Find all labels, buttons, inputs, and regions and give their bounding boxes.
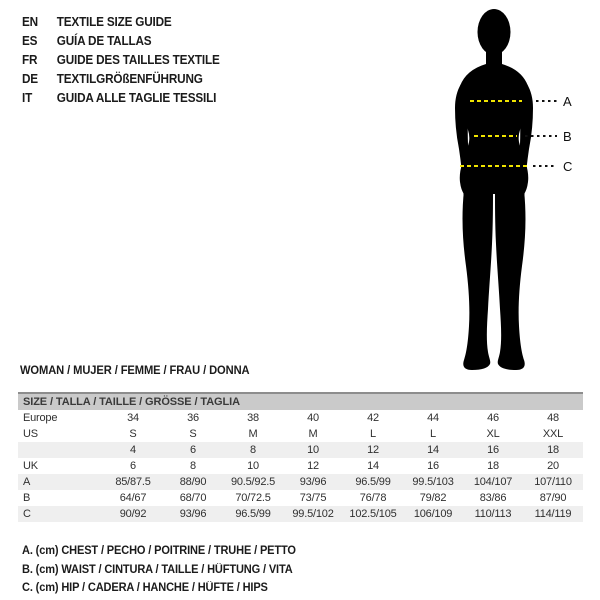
language-title: GUIDA ALLE TAGLIE TESSILI <box>56 91 217 105</box>
size-cell: 20 <box>547 460 559 472</box>
size-cell: 88/90 <box>179 476 207 488</box>
size-cell: 8 <box>190 460 196 472</box>
size-cell: 102.5/105 <box>349 508 397 520</box>
woman-silhouette <box>455 9 533 370</box>
size-cell: 4 <box>130 444 136 456</box>
size-cell: 99.5/102 <box>292 508 334 520</box>
size-cell: 90/92 <box>119 508 147 520</box>
size-cell: 14 <box>367 460 379 472</box>
size-cell: 16 <box>427 460 439 472</box>
size-cell: 90.5/92.5 <box>230 476 276 488</box>
marker-label-c: C <box>563 159 573 174</box>
row-label: B <box>23 492 31 504</box>
size-table-header: SIZE / TALLA / TAILLE / GRÖSSE / TAGLIA <box>18 392 583 410</box>
table-row <box>18 426 583 442</box>
language-row <box>22 13 220 32</box>
table-row <box>18 410 583 426</box>
size-cell: 93/96 <box>179 508 207 520</box>
measurement-legend <box>22 542 307 598</box>
size-cell: 106/109 <box>413 508 453 520</box>
size-cell: 10 <box>247 460 259 472</box>
legend-item-waist: B. (cm) WAIST / CINTURA / TAILLE / HÜFTUNG / VITA <box>22 563 293 576</box>
size-cell: 104/107 <box>473 476 513 488</box>
size-cell: 10 <box>307 444 319 456</box>
size-cell: 42 <box>367 412 379 424</box>
size-cell: 8 <box>250 444 256 456</box>
size-cell: 12 <box>367 444 379 456</box>
legend-item-chest: A. (cm) CHEST / PECHO / POITRINE / TRUHE / PETTO <box>22 545 296 557</box>
table-row <box>18 474 583 490</box>
size-cell: 85/87.5 <box>115 476 151 488</box>
row-label <box>18 442 103 458</box>
table-row <box>18 458 583 474</box>
size-cell: 48 <box>547 412 559 424</box>
row-label: Europe <box>23 412 58 424</box>
size-table <box>18 392 583 522</box>
size-cell: 96.5/99 <box>355 476 391 488</box>
size-cell: XL <box>486 428 500 440</box>
size-cell: 6 <box>130 460 136 472</box>
woman-silhouette-figure <box>420 4 580 376</box>
legend-item-hip: C. (cm) HIP / CADERA / HANCHE / HÜFTE / HIPS <box>22 582 268 594</box>
size-cell: 87/90 <box>539 492 567 504</box>
size-cell: L <box>370 428 376 440</box>
size-cell: 114/119 <box>534 508 572 520</box>
size-cell: 73/75 <box>299 492 327 504</box>
row-label: UK <box>23 460 38 472</box>
size-cell: 64/67 <box>119 492 147 504</box>
size-table-grid <box>18 410 583 522</box>
row-label: US <box>23 428 38 440</box>
size-cell: 76/78 <box>359 492 387 504</box>
size-cell: 44 <box>427 412 439 424</box>
size-cell: 38 <box>247 412 259 424</box>
size-cell: 110/113 <box>474 508 512 520</box>
row-label: A <box>23 476 31 488</box>
language-row <box>22 51 220 70</box>
size-cell: L <box>430 428 436 440</box>
size-cell: 36 <box>187 412 199 424</box>
size-cell: 79/82 <box>419 492 447 504</box>
size-cell: 93/96 <box>299 476 327 488</box>
language-row <box>22 32 220 51</box>
size-cell: S <box>189 428 197 440</box>
size-cell: 83/86 <box>479 492 507 504</box>
size-cell: 107/110 <box>534 476 572 488</box>
language-title: GUÍA DE TALLAS <box>56 34 152 48</box>
size-cell: 14 <box>427 444 439 456</box>
size-cell: 70/72.5 <box>235 492 271 504</box>
size-cell: M <box>248 428 258 440</box>
section-title: WOMAN / MUJER / FEMME / FRAU / DONNA <box>20 365 250 377</box>
size-cell: 99.5/103 <box>412 476 454 488</box>
row-label: C <box>23 508 31 520</box>
language-code: EN <box>22 15 38 29</box>
size-cell: 12 <box>307 460 319 472</box>
language-code: DE <box>22 72 38 86</box>
size-cell: S <box>129 428 137 440</box>
size-cell: M <box>308 428 318 440</box>
size-cell: 16 <box>487 444 499 456</box>
size-cell: 68/70 <box>179 492 207 504</box>
marker-label-b: B <box>563 129 572 144</box>
size-cell: 40 <box>307 412 319 424</box>
table-row <box>18 442 583 458</box>
language-title: GUIDE DES TAILLES TEXTILE <box>56 53 220 67</box>
language-row <box>22 70 220 89</box>
language-row <box>22 89 220 108</box>
table-row <box>18 506 583 522</box>
table-row <box>18 490 583 506</box>
size-cell: 96.5/99 <box>235 508 271 520</box>
size-cell: 18 <box>547 444 559 456</box>
language-code: FR <box>22 53 38 67</box>
size-table-body <box>18 410 583 522</box>
size-cell: 46 <box>487 412 499 424</box>
marker-label-a: A <box>563 94 572 109</box>
size-cell: XXL <box>542 428 564 440</box>
size-cell: 18 <box>487 460 499 472</box>
language-title: TEXTILGRÖßENFÜHRUNG <box>56 72 203 86</box>
language-code: ES <box>22 34 38 48</box>
language-title-block <box>22 13 232 108</box>
language-title: TEXTILE SIZE GUIDE <box>56 15 172 29</box>
size-cell: 6 <box>190 444 196 456</box>
language-code: IT <box>22 91 33 105</box>
size-cell: 34 <box>127 412 139 424</box>
